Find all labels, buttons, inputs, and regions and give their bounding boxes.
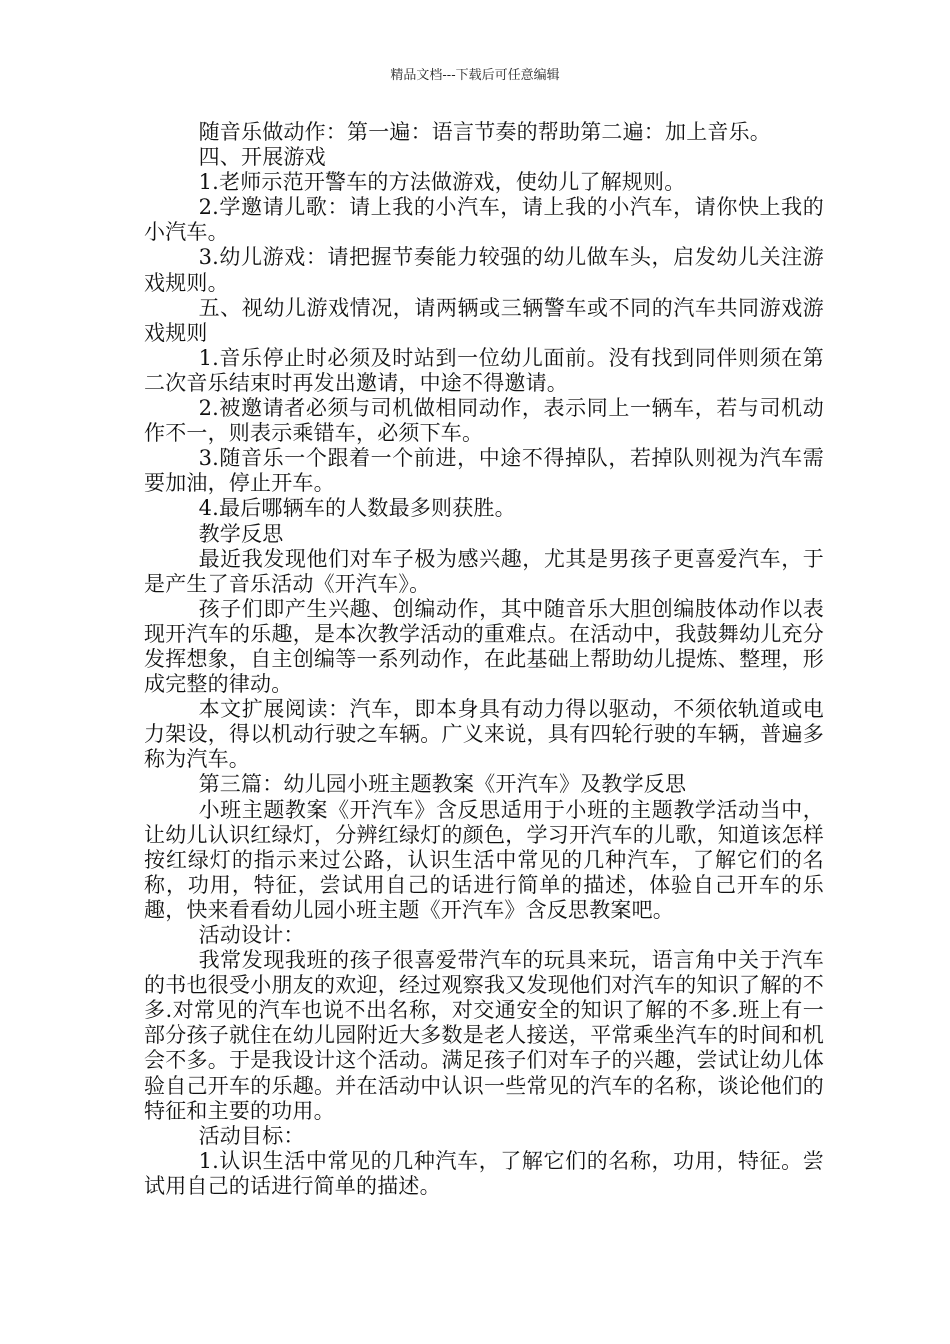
paragraph: 1.认识生活中常见的几种汽车，了解它们的名称，功用，特征。尝试用自己的话进行简单的描述。 [144, 1148, 824, 1198]
section-heading: 活动设计： [198, 923, 305, 947]
paragraph: 孩子们即产生兴趣、创编动作，其中随音乐大胆创编肢体动作以表现开汽车的乐趣，是本次教学活动的重难点。在活动中，我鼓舞幼儿充分发挥想象，自主创编等一系列动作，在此基础上帮助幼儿提炼、整理，形成完整的律动。 [144, 596, 824, 697]
paragraph: 2.学邀请儿歌：请上我的小汽车，请上我的小汽车，请你快上我的小汽车。 [144, 195, 824, 245]
paragraph: 最近我发现他们对车子极为感兴趣，尤其是男孩子更喜爱汽车，于是产生了音乐活动《开汽车》。 [144, 546, 824, 596]
section-heading: 四、开展游戏 [198, 145, 326, 170]
paragraph: 小班主题教案《开汽车》含反思适用于小班的主题教学活动当中，让幼儿认识红绿灯，分辨红绿灯的颜色，学习开汽车的儿歌，知道该怎样按红绿灯的指示来过公路，认识生活中常见的几种汽车，了解它们的名称，功用，特征，尝试用自己的话进行简单的描述，体验自己开车的乐趣，快来看看幼儿园小班主题《开汽车》含反思教案吧。 [144, 797, 824, 922]
paragraph: 1.音乐停止时必须及时站到一位幼儿面前。没有找到同伴则须在第二次音乐结束时再发出邀请，中途不得邀请。 [144, 345, 824, 395]
paragraph: 3.幼儿游戏：请把握节奏能力较强的幼儿做车头，启发幼儿关注游戏规则。 [144, 245, 824, 295]
paragraph: 随音乐做动作：第一遍：语言节奏的帮助第二遍：加上音乐。 [198, 120, 771, 144]
section-heading: 活动目标： [198, 1123, 305, 1148]
section-heading: 第三篇：幼儿园小班主题教案《开汽车》及教学反思 [198, 772, 687, 797]
paragraph: 2.被邀请者必须与司机做相同动作，表示同上一辆车，若与司机动作不一，则表示乘错车，必须下车。 [144, 396, 824, 446]
document-body [144, 120, 824, 1199]
section-heading: 教学反思 [198, 521, 284, 546]
section-heading: 五、视幼儿游戏情况，请两辆或三辆警车或不同的汽车共同游戏游戏规则 [144, 295, 824, 345]
paragraph: 1.老师示范开警车的方法做游戏，使幼儿了解规则。 [198, 170, 686, 195]
paragraph: 我常发现我班的孩子很喜爱带汽车的玩具来玩，语言角中关于汽车的书也很受小朋友的欢迎，经过观察我又发现他们对汽车的知识了解的不多.对常见的汽车也说不出名称，对交通安全的知识了解的不多.班上有一部分孩子就住在幼儿园附近大多数是老人接送，平常乘坐汽车的时间和机会不多。于是我设计这个活动。满足孩子们对车子的兴趣，尝试让幼儿体验自己开车的乐趣。并在活动中认识一些常见的汽车的名称，谈论他们的特征和主要的功用。 [144, 948, 824, 1123]
paragraph: 本文扩展阅读：汽车，即本身具有动力得以驱动，不须依轨道或电力架设，得以机动行驶之车辆。广义来说，具有四轮行驶的车辆，普遍多称为汽车。 [144, 697, 824, 772]
page-header: 精品文档---下载后可任意编辑 [390, 68, 560, 83]
paragraph: 4.最后哪辆车的人数最多则获胜。 [198, 496, 516, 521]
paragraph: 3.随音乐一个跟着一个前进，中途不得掉队，若掉队则视为汽车需要加油，停止开车。 [144, 446, 824, 496]
